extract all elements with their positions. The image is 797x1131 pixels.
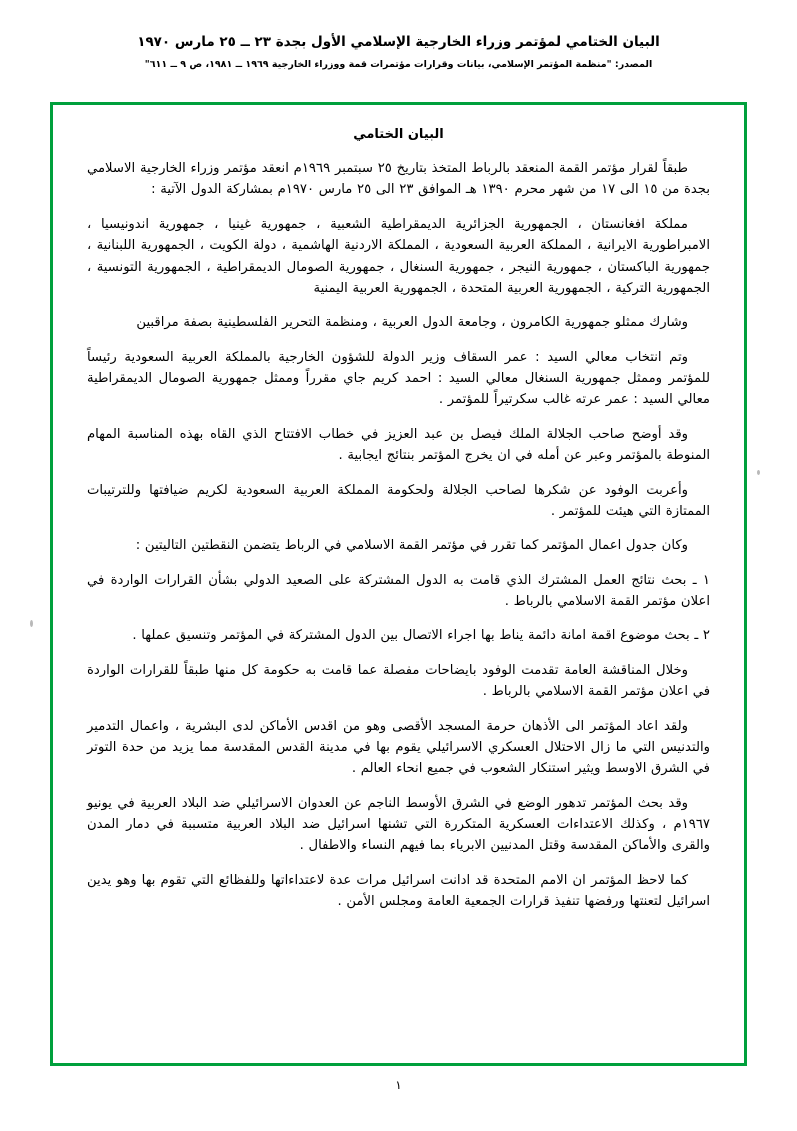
paragraph-10: وقد بحث المؤتمر تدهور الوضع في الشرق الأوسط الناجم عن العدوان الاسرائيلي ضد البلاد العربية في يونيو ١٩٦٧م ، وكذلك الاعتداءات العسكرية المتكررة التي تشنها اسرائيل ضد البلاد العربية متسببة في دمار المدن والقرى والأماكن المقدسة وقتل المدنيين الابرياء بما فيهم النساء والاطفال . — [87, 795, 710, 854]
paragraph-7: وكان جدول اعمال المؤتمر كما تقرر في مؤتمر القمة الاسلامي في الرباط يتضمن النقطتين التاليتين : — [135, 538, 688, 554]
document-header — [0, 0, 797, 71]
paragraph-9: ولقد اعاد المؤتمر الى الأذهان حرمة المسجد الأقصى وهو من اقدس الأماكن لدى البشرية ، واعمال التدمير والتدنيس التي ما زال الاحتلال العسكري الاسرائيلي يقوم بها في مدينة القدس المقدسة مما يزيد من حدة التوتر في الشرق الاوسط ويثير استنكار الشعوب في جميع انحاء العالم . — [87, 718, 710, 777]
paragraph-3: وشارك ممثلو جمهورية الكامرون ، وجامعة الدول العربية ، ومنظمة التحرير الفلسطينية بصفة مراقبين — [136, 315, 688, 331]
paragraph-8: وخلال المناقشة العامة تقدمت الوفود بايضاحات مفصلة عما قامت به حكومة كل منها طبقاً للقرارات الواردة في اعلان مؤتمر القمة الاسلامي بالرباط . — [87, 662, 710, 700]
page-title: البيان الختامي لمؤتمر وزراء الخارجية الإسلامي الأول بجدة ٢٣ ــ ٢٥ مارس ١٩٧٠ — [137, 34, 660, 50]
paragraph-4: وتم انتخاب معالي السيد : عمر السقاف وزير الدولة للشؤون الخارجية بالمملكة العربية السعودية رئيساً للمؤتمر وممثل جمهورية السنغال معالي السيد : احمد كريم جاي مقرراً وممثل جمهورية الصومال الديمقراطية معالي السيد : عمر عرته غالب سكرتيراً للمؤتمر . — [87, 349, 710, 408]
section-title: البيان الختامي — [353, 127, 444, 142]
list-item-1: ١ ـ بحث نتائج العمل المشترك الذي قامت به الدول المشتركة على الصعيد الدولي بشأن القرارات الواردة في اعلان مؤتمر القمة الاسلامي بالرباط . — [87, 572, 710, 609]
paragraph-1: طبقاً لقرار مؤتمر القمة المنعقد بالرباط المتخذ بتاريخ ٢٥ سبتمبر ١٩٦٩م انعقد مؤتمر وزراء الخارجية الاسلامي بجدة من ١٥ الى ١٧ من شهر محرم ١٣٩٠ هـ الموافق ٢٣ الى ٢٥ مارس ١٩٧٠م بمشاركة الدول الآتية : — [87, 161, 710, 198]
scan-speck — [757, 470, 760, 475]
paragraph-5: وقد أوضح صاحب الجلالة الملك فيصل بن عبد العزيز في خطاب الافتتاح الذي القاه بهذه المناسبة المهام المنوطة بالمؤتمر وعبر عن أمله في ان يخرج المؤتمر بنتائج ايجابية . — [87, 426, 710, 464]
paragraph-11: كما لاحظ المؤتمر ان الامم المتحدة قد ادانت اسرائيل مرات عدة لاعتداءاتها وللفظائع التي تقوم بها وهو يدين اسرائيل لتعنتها ورفضها تنفيذ قرارات الجمعية العامة ومجلس الأمن . — [87, 872, 710, 910]
paragraph-6: وأعربت الوفود عن شكرها لصاحب الجلالة ولحكومة المملكة العربية السعودية لكريم ضيافتها وللترتيبات الممتازة التي هيئت للمؤتمر . — [87, 482, 710, 519]
list-item-2: ٢ ـ بحث موضوع اقمة امانة دائمة يناط بها اجراء الاتصال بين الدول المشتركة في المؤتمر وتنسيق عملها . — [132, 628, 710, 644]
content-body — [53, 105, 744, 936]
source-note: المصدر: "منظمة المؤتمر الإسلامي، بيانات وقرارات مؤتمرات قمة ووزراء الخارجية ١٩٦٩ ــ ١٩٨١، ص ٩ ــ ٦١١" — [144, 58, 653, 70]
content-frame — [50, 102, 747, 1066]
paragraph-2: مملكة افغانستان ، الجمهورية الجزائرية الديمقراطية الشعبية ، جمهورية غينيا ، جمهورية اندونيسيا ، الامبراطورية الايرانية ، المملكة العربية السعودية ، المملكة الاردنية الهاشمية ، دولة الكويت ، الجمهورية اللبنانية ، جمهورية الباكستان ، جمهورية النيجر ، جمهورية السنغال ، جمهورية الصومال الديمقراطية ، الجمهورية التونسية ، الجمهورية التركية ، الجمهورية العربية المتحدة ، الجمهورية العربية اليمنية — [87, 216, 710, 296]
page-number: ١ — [395, 1078, 402, 1092]
scan-speck — [30, 620, 33, 627]
